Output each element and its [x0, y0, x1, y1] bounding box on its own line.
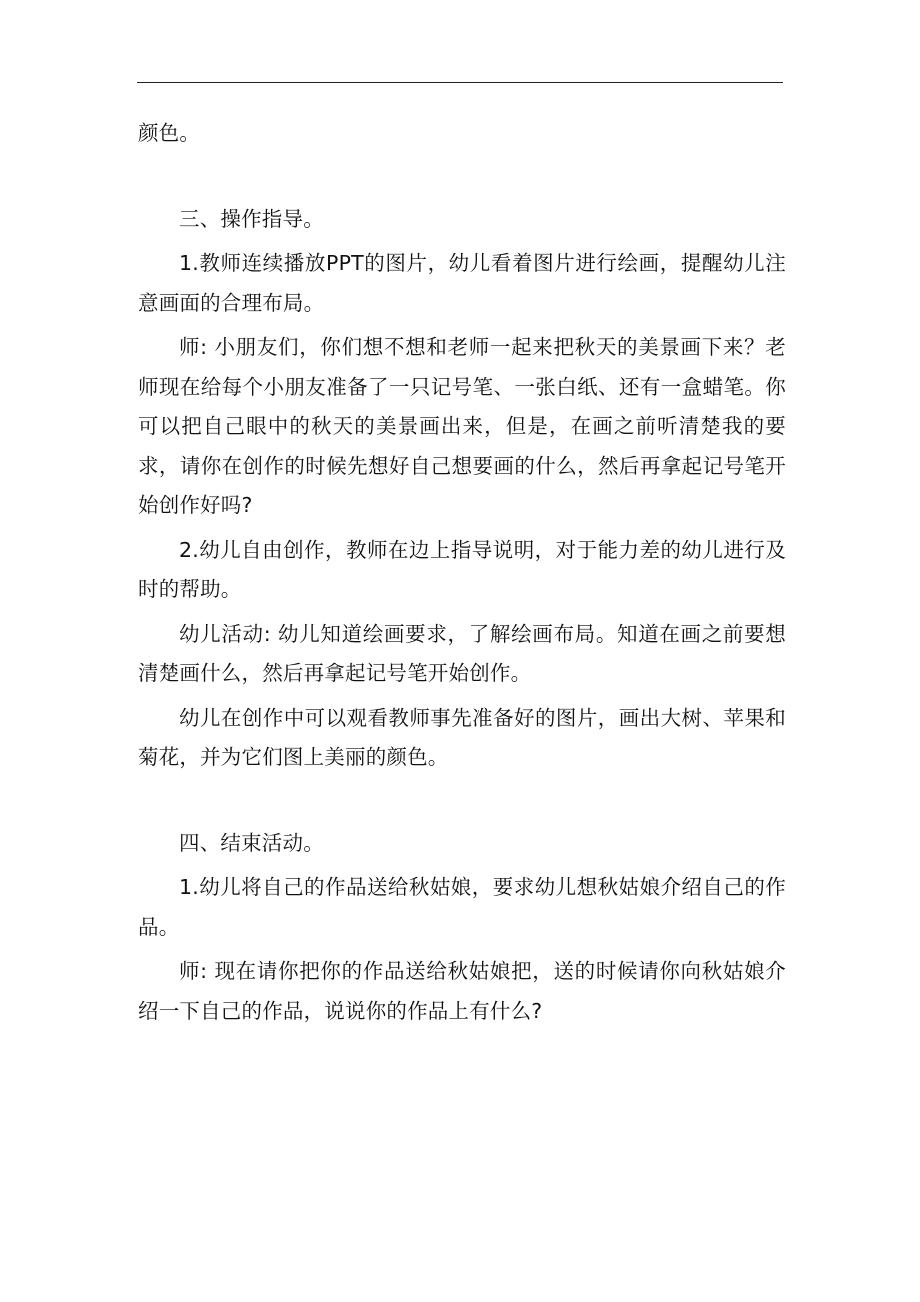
paragraph-continuation: 颜色。 — [138, 121, 201, 145]
header-rule — [137, 82, 783, 83]
paragraph-teacher-speech-1: 师: 小朋友们，你们想不想和老师一起来把秋天的美景画下来？老师现在给每个小朋友准备了一只记号笔、一张白纸、还有一盒蜡笔。你可以把自己眼中的秋天的美景画出来，但是，在画之前听清楚我的要求，请你在创作的时候先想好自己想要画的什么，然后再拿起记号笔开始创作好吗? — [138, 335, 786, 517]
section-heading-4: 四、结束活动。 — [179, 830, 324, 855]
section-heading-3: 三、操作指导。 — [179, 206, 324, 231]
paragraph-child-activity: 幼儿活动: 幼儿知道绘画要求，了解绘画布局。知道在画之前要想清楚画什么，然后再拿起记号笔开始创作。 — [138, 621, 786, 685]
document-body — [138, 114, 786, 1031]
paragraph-ending-step-1: 1.幼儿将自己的作品送给秋姑娘，要求幼儿想秋姑娘介绍自己的作品。 — [138, 875, 786, 939]
paragraph-step-2: 2.幼儿自由创作，教师在边上指导说明，对于能力差的幼儿进行及时的帮助。 — [138, 537, 786, 601]
paragraph-step-1: 1.教师连续播放PPT的图片，幼儿看着图片进行绘画，提醒幼儿注意画面的合理布局。 — [138, 251, 786, 315]
paragraph-child-creation: 幼儿在创作中可以观看教师事先准备好的图片，画出大树、苹果和菊花，并为它们图上美丽的颜色。 — [138, 705, 786, 769]
paragraph-teacher-speech-2: 师: 现在请你把你的作品送给秋姑娘把，送的时候请你向秋姑娘介绍一下自己的作品，说说你的作品上有什么? — [138, 959, 786, 1023]
